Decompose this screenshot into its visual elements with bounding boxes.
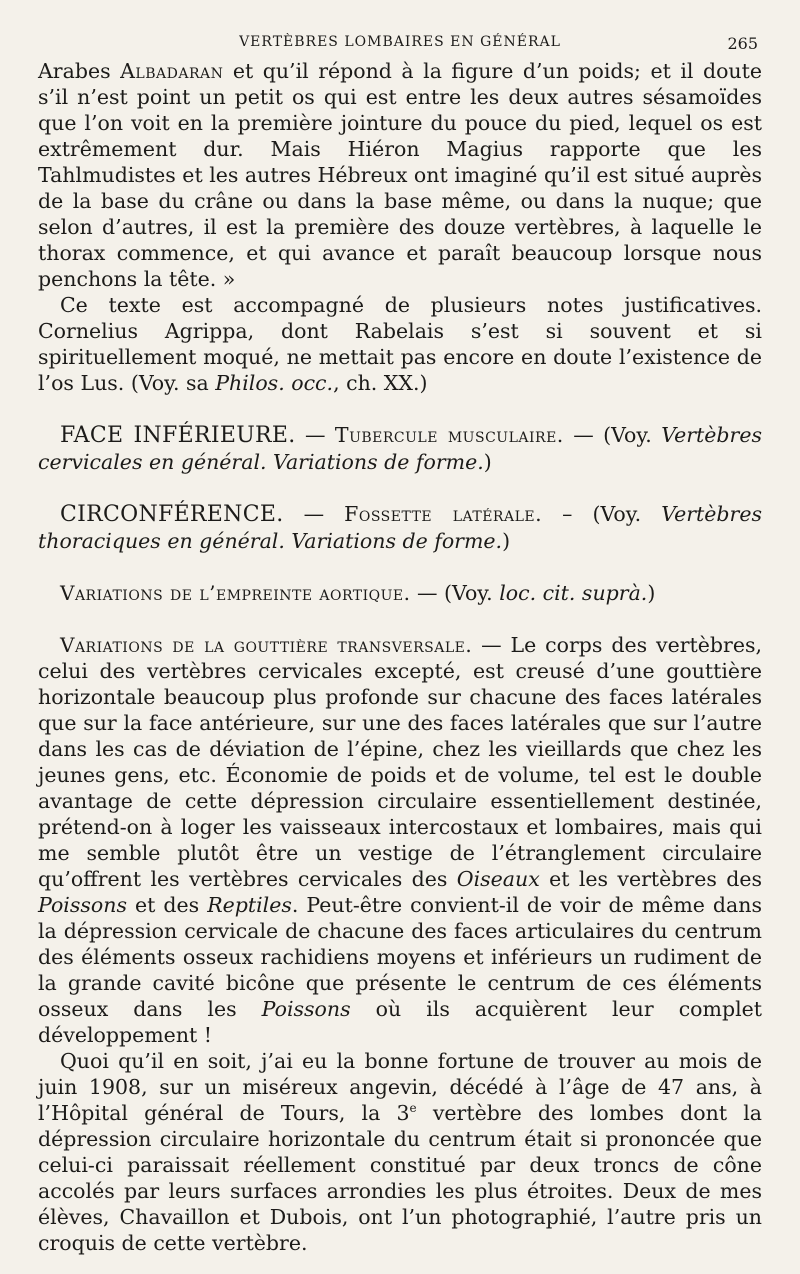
cross-reference: Vertèbres cervicales en général. Variations de forme.	[38, 423, 762, 474]
section-empreinte-aortique	[38, 580, 762, 606]
running-head	[38, 28, 762, 58]
text-run: —	[295, 423, 335, 447]
taxon-name: Poissons	[261, 997, 351, 1021]
body-text	[38, 58, 762, 1256]
section-heading: FACE INFÉRIEURE.	[60, 423, 296, 448]
ordinal-suffix: e	[409, 1101, 417, 1116]
text-run: Quoi qu’il en soit, j’ai eu la bonne fortune de trouver au mois de juin 1908, sur un miséreux angevin, décédé à l’âge de 47 ans, à l’Hôpital général de Tours, la 3	[38, 1049, 762, 1125]
text-run: – (Voy.	[542, 502, 662, 526]
paragraph-observation-1908	[38, 1048, 762, 1256]
paragraph-quote-continuation	[38, 58, 762, 292]
page-number: 265	[727, 34, 758, 53]
taxon-name: Reptiles	[207, 893, 292, 917]
author-name: Albadaran	[120, 59, 224, 83]
text-run: Arabes	[38, 59, 121, 83]
text-run: et les vertèbres des	[539, 867, 762, 891]
cross-reference: loc. cit. suprà.	[499, 581, 648, 605]
taxon-name: Poissons	[38, 893, 127, 917]
text-run: )	[502, 529, 511, 553]
text-run: , ch. XX.)	[333, 371, 428, 395]
text-run: — Le corps des vertèbres, celui des vertèbres cervicales excepté, est creusé d’une gouttière horizontale beaucoup plus profonde sur chacune des faces latérales que sur la face antérieure, sur une des faces latérales que sur l’autre dans les cas de déviation de l’épine, chez les vieillards que chez les jeunes gens, etc. Économie de poids et de volume, tel est le double avantage de cette dépression circulaire essentiellement destinée, prétend-on à loger les vaisseaux intercostaux et lombaires, mais qui me semble plutôt être un vestige de l’étranglement circulaire qu’offrent les vertèbres cervicales des	[38, 633, 763, 891]
cross-reference: Vertèbres thoraciques en général. Variations de forme.	[38, 502, 762, 553]
text-run: — (Voy.	[563, 423, 662, 447]
text-run: —	[283, 502, 345, 526]
text-run: — (Voy.	[410, 581, 500, 605]
section-face-inferieure	[38, 422, 762, 475]
text-run: Ce texte est accompagné de plusieurs notes justificatives. Cornelius Agrippa, dont Rabelais s’est si souvent et si spirituellement moqué, ne mettait pas encore en doute l’existence de l’os Lus. (Voy. sa	[38, 293, 762, 395]
paragraph-agrippa	[38, 292, 762, 396]
taxon-name: Oiseaux	[456, 867, 540, 891]
text-run: . Peut-être convient-il de voir de même dans la dépression cervicale de chacune des faces articulaires du centrum des éléments osseux rachidiens moyens et inférieurs un rudiment de la grande cavité bicône que présente le centrum de ces éléments osseux dans les	[38, 893, 762, 1021]
citation-title: Philos. occ.	[215, 371, 334, 395]
running-title: VERTÈBRES LOMBAIRES EN GÉNÉRAL	[239, 34, 561, 50]
section-heading: Variations de l’empreinte aortique.	[60, 581, 411, 605]
text-run: où ils acquièrent leur complet développement !	[38, 997, 762, 1047]
text-run: et des	[126, 893, 208, 917]
section-circonference	[38, 501, 762, 554]
subsection-heading: Tubercule musculaire.	[334, 423, 564, 447]
subsection-heading: Fossette latérale.	[344, 502, 543, 526]
section-gouttiere-transversale	[38, 632, 762, 1048]
text-run: )	[647, 581, 656, 605]
section-heading: CIRCONFÉRENCE.	[60, 502, 284, 527]
text-run: et qu’il répond à la figure d’un poids; et il doute s’il n’est point un petit os qui est entre les deux autres sésamoïdes que l’on voit en la première jointure du pouce du pied, lequel os est extrêmement dur. Mais Hiéron Magius rapporte que les Tahlmudistes et les autres Hébreux ont imaginé qu’il est situé auprès de la base du crâne ou dans la base même, ou dans la nuque; que selon d’autres, il est la première des douze vertèbres, à laquelle le thorax commence, et qui avance et paraît beaucoup lorsque nous penchons la tête. »	[38, 59, 762, 291]
section-heading: Variations de la gouttière transversale.	[60, 633, 473, 657]
text-run: )	[483, 450, 492, 474]
text-run: vertèbre des lombes dont la dépression circulaire horizontale du centrum était si prononcée que celui-ci paraissait réellement constitué par deux troncs de cône accolés par leurs surfaces arrondies les plus étroites. Deux de mes élèves, Chavaillon et Dubois, ont l’un photographié, l’autre pris un croquis de cette vertèbre.	[38, 1101, 763, 1255]
